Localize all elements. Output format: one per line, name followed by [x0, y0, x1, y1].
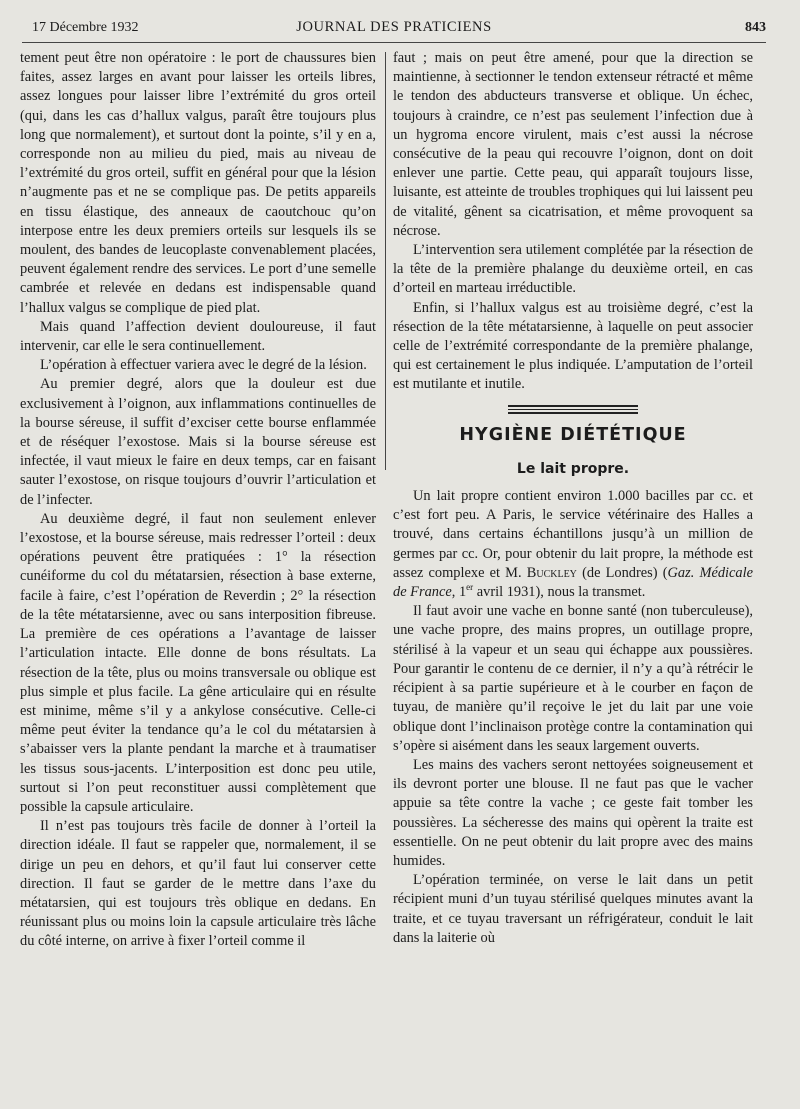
paragraph: L’opération terminée, on verse le lait dans un petit récipient muni d’un tuyau stérilisé quelques minutes avant la traite, et ce tuyau traversant un réfrigérateur, conduit le lait dans la laiterie où [393, 872, 753, 946]
paragraph: Mais quand l’affection devient douloureuse, il faut intervenir, car elle le sera continuellement. [20, 318, 376, 355]
paragraph-text: avril 1931), nous la transmet. [473, 584, 646, 601]
paragraph: faut ; mais on peut être amené, pour que la direction se maintienne, à sectionner le tendon extenseur rétracté et même le tendon des abducteurs transverse et oblique. Un échec, toujours à craindre, ce n’est pas seulement l’infection due à un hygroma encore virulent, mais c’est aussi la nécrose consécutive de la peau qui recouvre l’oignon, dont on doit enlever une partie. Cette peau, qui apparaît toujours lisse, luisante, est atteinte de troubles trophiques qui lui laissent peu de vitalité, gênent sa cicatrisation, et même provoquent sa nécrose. [393, 50, 753, 239]
issue-date: 17 Décembre 1932 [32, 20, 139, 35]
paragraph-text: Un lait propre contient environ 1.000 bacilles par cc. et c’est fort peu. A Paris, le service vétérinaire des Halles a trouvé, dans certains échantillons jusqu’à un million de germes par cc. Or, pour obtenir du lait propre, la méthode est assez complexe et M. [393, 488, 753, 581]
citation-day: 1 [458, 584, 467, 601]
header-rule [22, 42, 766, 43]
ordinal-suffix: er [466, 582, 474, 593]
journal-title: JOURNAL DES PRATICIENS [296, 19, 492, 35]
paragraph: L’opération à effectuer variera avec le degré de la lésion. [40, 357, 367, 374]
running-header [22, 17, 766, 43]
citation-title: Gaz. Médicale de France [393, 564, 754, 601]
author-name: Buckley [526, 564, 577, 581]
paragraph: Il n’est pas toujours très facile de donner à l’orteil la direction idéale. Il faut se rappeler que, normalement, il se dirige un peu en dehors, et qu’il faut lui conserver cette direction. Il faut se garder de le mettre dans l’axe du métatarsien, qui est toujours très oblique en dedans. En réunissant plus ou moins loin la capsule articulaire très lâche du côté interne, on arrive à fixer l’orteil comme il [20, 818, 376, 950]
page-number: 843 [745, 20, 766, 35]
section-ornament [508, 405, 638, 414]
paragraph: Il faut avoir une vache en bonne santé (non tuberculeuse), une vache propre, des mains propres, un outillage propre, stérilisé à la vapeur et un seau qui échappe aux poussières. Pour garantir le contenu de ce dernier, il n’y a qu’à rétrécir le récipient à sa partie supérieure et à le courber en façon de tuyau, de manière qu’il reçoive le jet du lait par une voie oblique dont l’inclinaison protège contre la contamination qui s’opère si aisément dans les seaux largement ouverts. [393, 603, 753, 754]
paragraph-text: (de Londres) ( [582, 564, 668, 581]
left-column [20, 49, 376, 952]
article-subheading: Le lait propre. [516, 460, 630, 477]
right-column [393, 49, 753, 948]
paragraph: L’intervention sera utilement complétée par la résection de la tête de la première phalange du deuxième orteil, en cas d’orteil en marteau irréductible. [393, 242, 753, 297]
paragraph: Enfin, si l’hallux valgus est au troisième degré, c’est la résection de la tête métatarsienne, à laquelle on peut associer celle de l’extrémité correspondante de la première phalange, qui est certainement le plus indiquée. L’amputation de l’orteil est mutilante et inutile. [393, 299, 753, 393]
paragraph: Un lait propre contient environ 1.000 bacilles par cc. et c’est fort peu. A Paris, le service vétérinaire des Halles a trouvé, dans certains échantillons jusqu’à un million de germes par cc. Or, pour obtenir du lait propre, la méthode est assez complexe et M. Buckley (de Londres) (Gaz. Médicale de France, 1er avril 1931), nous la transmet. [393, 488, 754, 601]
paragraph: tement peut être non opératoire : le port de chaussures bien faites, assez larges en avant pour laisser les orteils libres, assez longues pour laisser libre l’extrémité du gros orteil (qui, dans les cas d’hallux valgus, paraît être toujours plus long que normalement), et surtout dont la pointe, s’il y en a, corresponde non au milieu du pied, mais au niveau de l’extrémité du gros orteil, suffit en général pour que la lésion n’augmente pas et ne se complique pas. De petits appareils en tissu élastique, des anneaux de caoutchouc qu’on interpose entre les deux premiers orteils sur lesquels ils se moulent, des bandes de leucoplaste convenablement placées, peuvent également rendre des services. Le port d’une semelle cambrée et relevée en dedans est indispensable quand l’hallux valgus se complique de pied plat. [20, 50, 376, 316]
paragraph: Au premier degré, alors que la douleur est due exclusivement à l’oignon, aux inflammations continuelles de la bourse séreuse, il suffit d’exciser cette bourse enflammée et de réséquer l’exostose. Mais si la bourse séreuse est infectée, il vaut mieux le faire en deux temps, car en faisant sauter l’exostose, on risque toujours d’ouvrir l’articulation et de l’infecter. [20, 376, 376, 508]
section-title: HYGIÈNE DIÉTÉTIQUE [459, 424, 687, 445]
paragraph: Au deuxième degré, il faut non seulement enlever l’exostose, et la bourse séreuse, mais redresser l’orteil : deux opérations peuvent être pratiquées : 1° la résection cunéiforme du col du métatarsien, résection à base externe, facile à faire, c’est l’opération de Reverdin ; 2° la résection de la tête métatarsienne, avec ou sans interposition fibreuse. La première de ces opérations a l’avantage de laisser l’articulation intacte. Elle donne de bons résultats. La résection de la tête, plus ou moins transversale ou oblique est plus simple et plus facile. La gêne articulaire qui en résulte est minime, même s’il y a ankylose consécutive. Celle-ci même peut éviter la tendance qu’a le col du métatarsien à s’abaisser vers la plante pendant la marche et à traumatiser les tissus sous-jacents. L’interposition est donc peu utile, surtout si l’on peut reconstituer aussi complètement que possible la capsule articulaire. [20, 510, 376, 815]
paragraph: Les mains des vachers seront nettoyées soigneusement et ils devront porter une blouse. Il ne faut pas que le vacher appuie sa tête contre la vache ; ce geste fait tomber les poussières. La sécheresse des mains qui opèrent la traite est essentielle. On ne peut obtenir du lait propre avec des mains humides. [393, 756, 753, 869]
column-divider [385, 52, 386, 470]
